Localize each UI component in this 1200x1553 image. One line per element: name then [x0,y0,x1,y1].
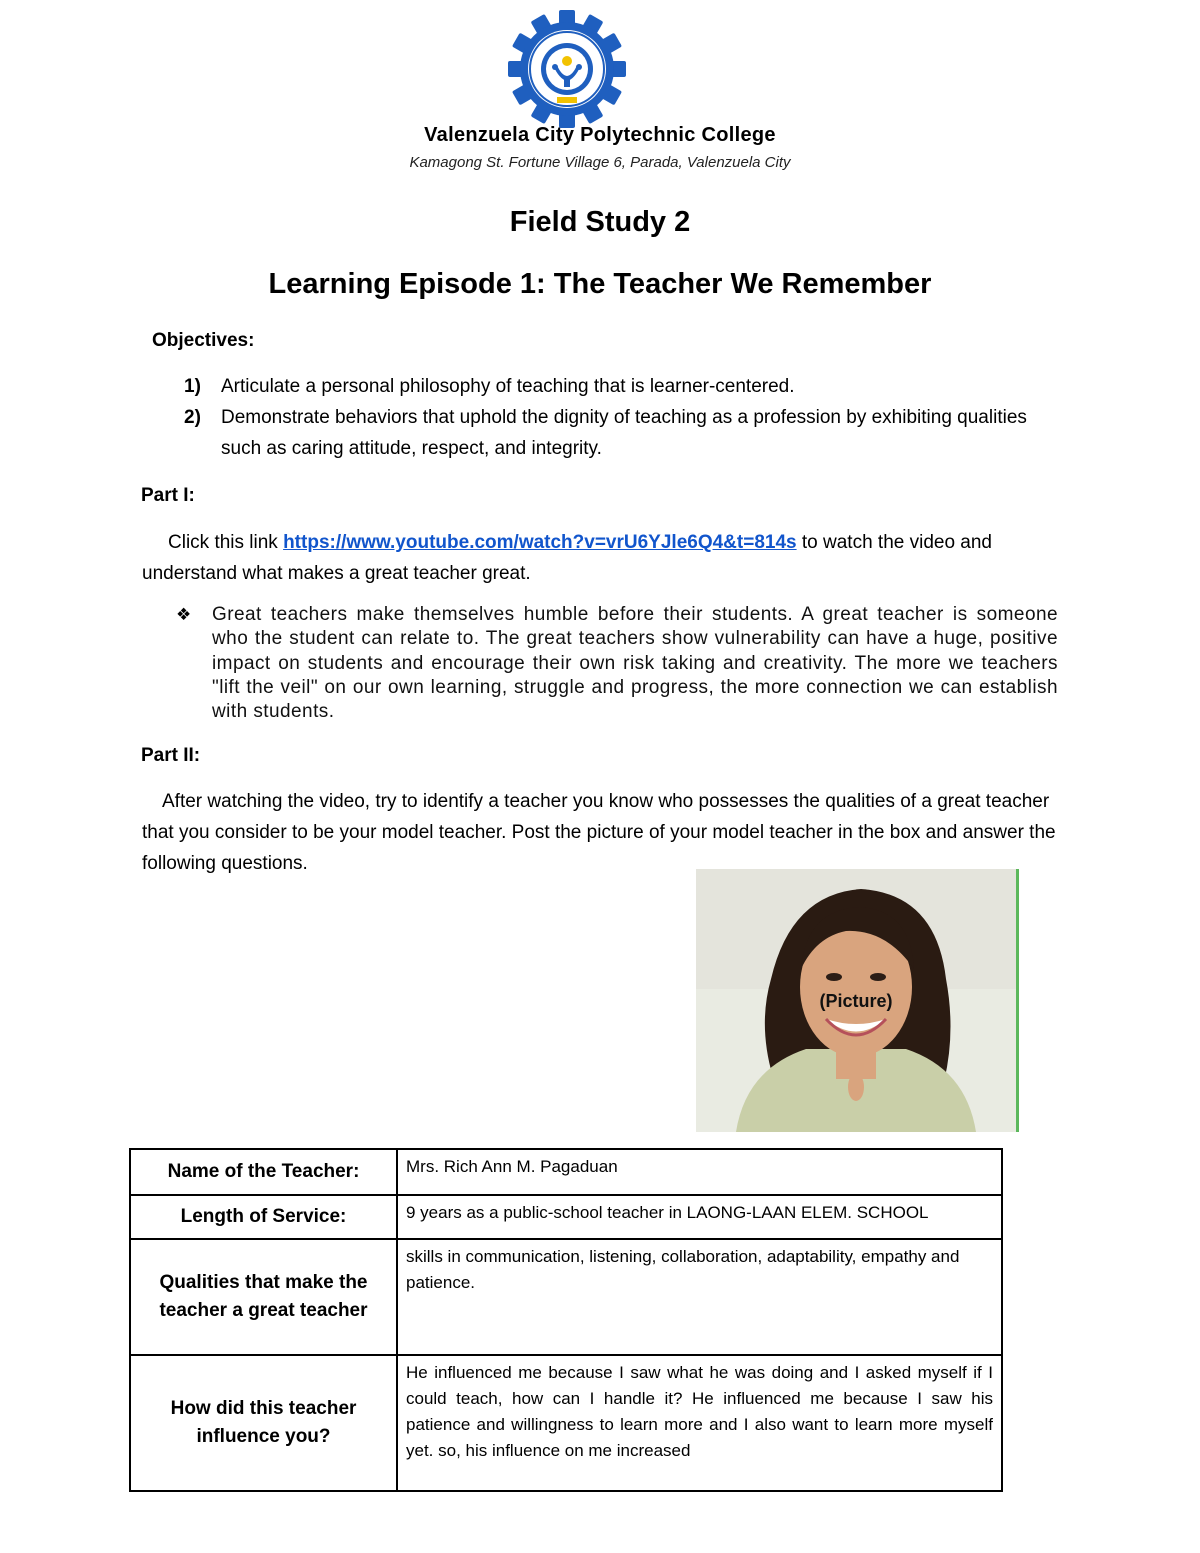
objective-text: Articulate a personal philosophy of teaching that is learner-centered. [221,376,795,397]
objective-number: 1) [184,376,201,397]
row-label: How did this teacher influence you? [130,1355,397,1491]
table-row [130,1355,1002,1491]
objective-text: Demonstrate behaviors that uphold the dignity of teaching as a profession by exhibiting qualities such as caring attitude, respect, and integrity. [221,407,1027,459]
row-label: Qualities that make the teacher a great teacher [130,1239,397,1355]
document-title: Field Study 2 [509,206,691,238]
objective-item [184,402,1064,464]
table-row [130,1239,1002,1355]
teacher-info-table [129,1148,1003,1492]
row-value: Mrs. Rich Ann M. Pagaduan [397,1149,1002,1195]
objective-number: 2) [184,407,201,428]
college-address: Kamagong St. Fortune Village 6, Parada, Valenzuela City [409,154,791,171]
college-seal-icon [508,10,626,128]
row-value: skills in communication, listening, collaboration, adaptability, empathy and patience. [397,1239,1002,1355]
teacher-photo [696,869,1019,1132]
college-logo [508,10,626,128]
part2-instructions: After watching the video, try to identify a teacher you know who possesses the qualities of a great teacher that you consider to be your model teacher. Post the picture of your model teacher in the box and answer the following questions. [142,791,1056,874]
row-label: Name of the Teacher: [130,1149,397,1195]
objectives-heading: Objectives: [152,330,255,351]
diamond-bullet-icon: ❖ [176,605,192,624]
part1-intro [142,527,1062,589]
row-label: Length of Service: [130,1195,397,1239]
part1-intro-after: to watch the video and understand what makes a great teacher great. [142,532,993,584]
part2-heading: Part II: [141,745,201,766]
row-value: 9 years as a public-school teacher in LAONG-LAAN ELEM. SCHOOL [397,1195,1002,1239]
table-row [130,1195,1002,1239]
part1-intro-before: Click this link [168,532,284,553]
part1-heading: Part I: [141,485,195,506]
video-link[interactable]: https://www.youtube.com/watch?v=vrU6YJle6Q4&t=814s [283,532,797,553]
table-row [130,1149,1002,1195]
picture-label: (Picture) [819,991,893,1011]
objective-item [184,371,1064,402]
college-name: Valenzuela City Polytechnic College [424,124,776,146]
bullet-paragraph: Great teachers make themselves humble before their students. A great teacher is someone who the student can relate to. The great teachers show vulnerability can have a huge, positive impact on students and encourage their own risk taking and creativity. The more we teachers "lift the veil" on our own learning, struggle and progress, the more connection we can establish with students. [212,604,1058,723]
row-value: He influenced me because I saw what he was doing and I asked myself if I could teach, how can I handle it? He influenced me because I saw his patience and willingness to learn more and I also want to learn more myself yet. so, his influence on me increased [397,1355,1002,1491]
episode-title: Learning Episode 1: The Teacher We Remember [268,268,932,300]
